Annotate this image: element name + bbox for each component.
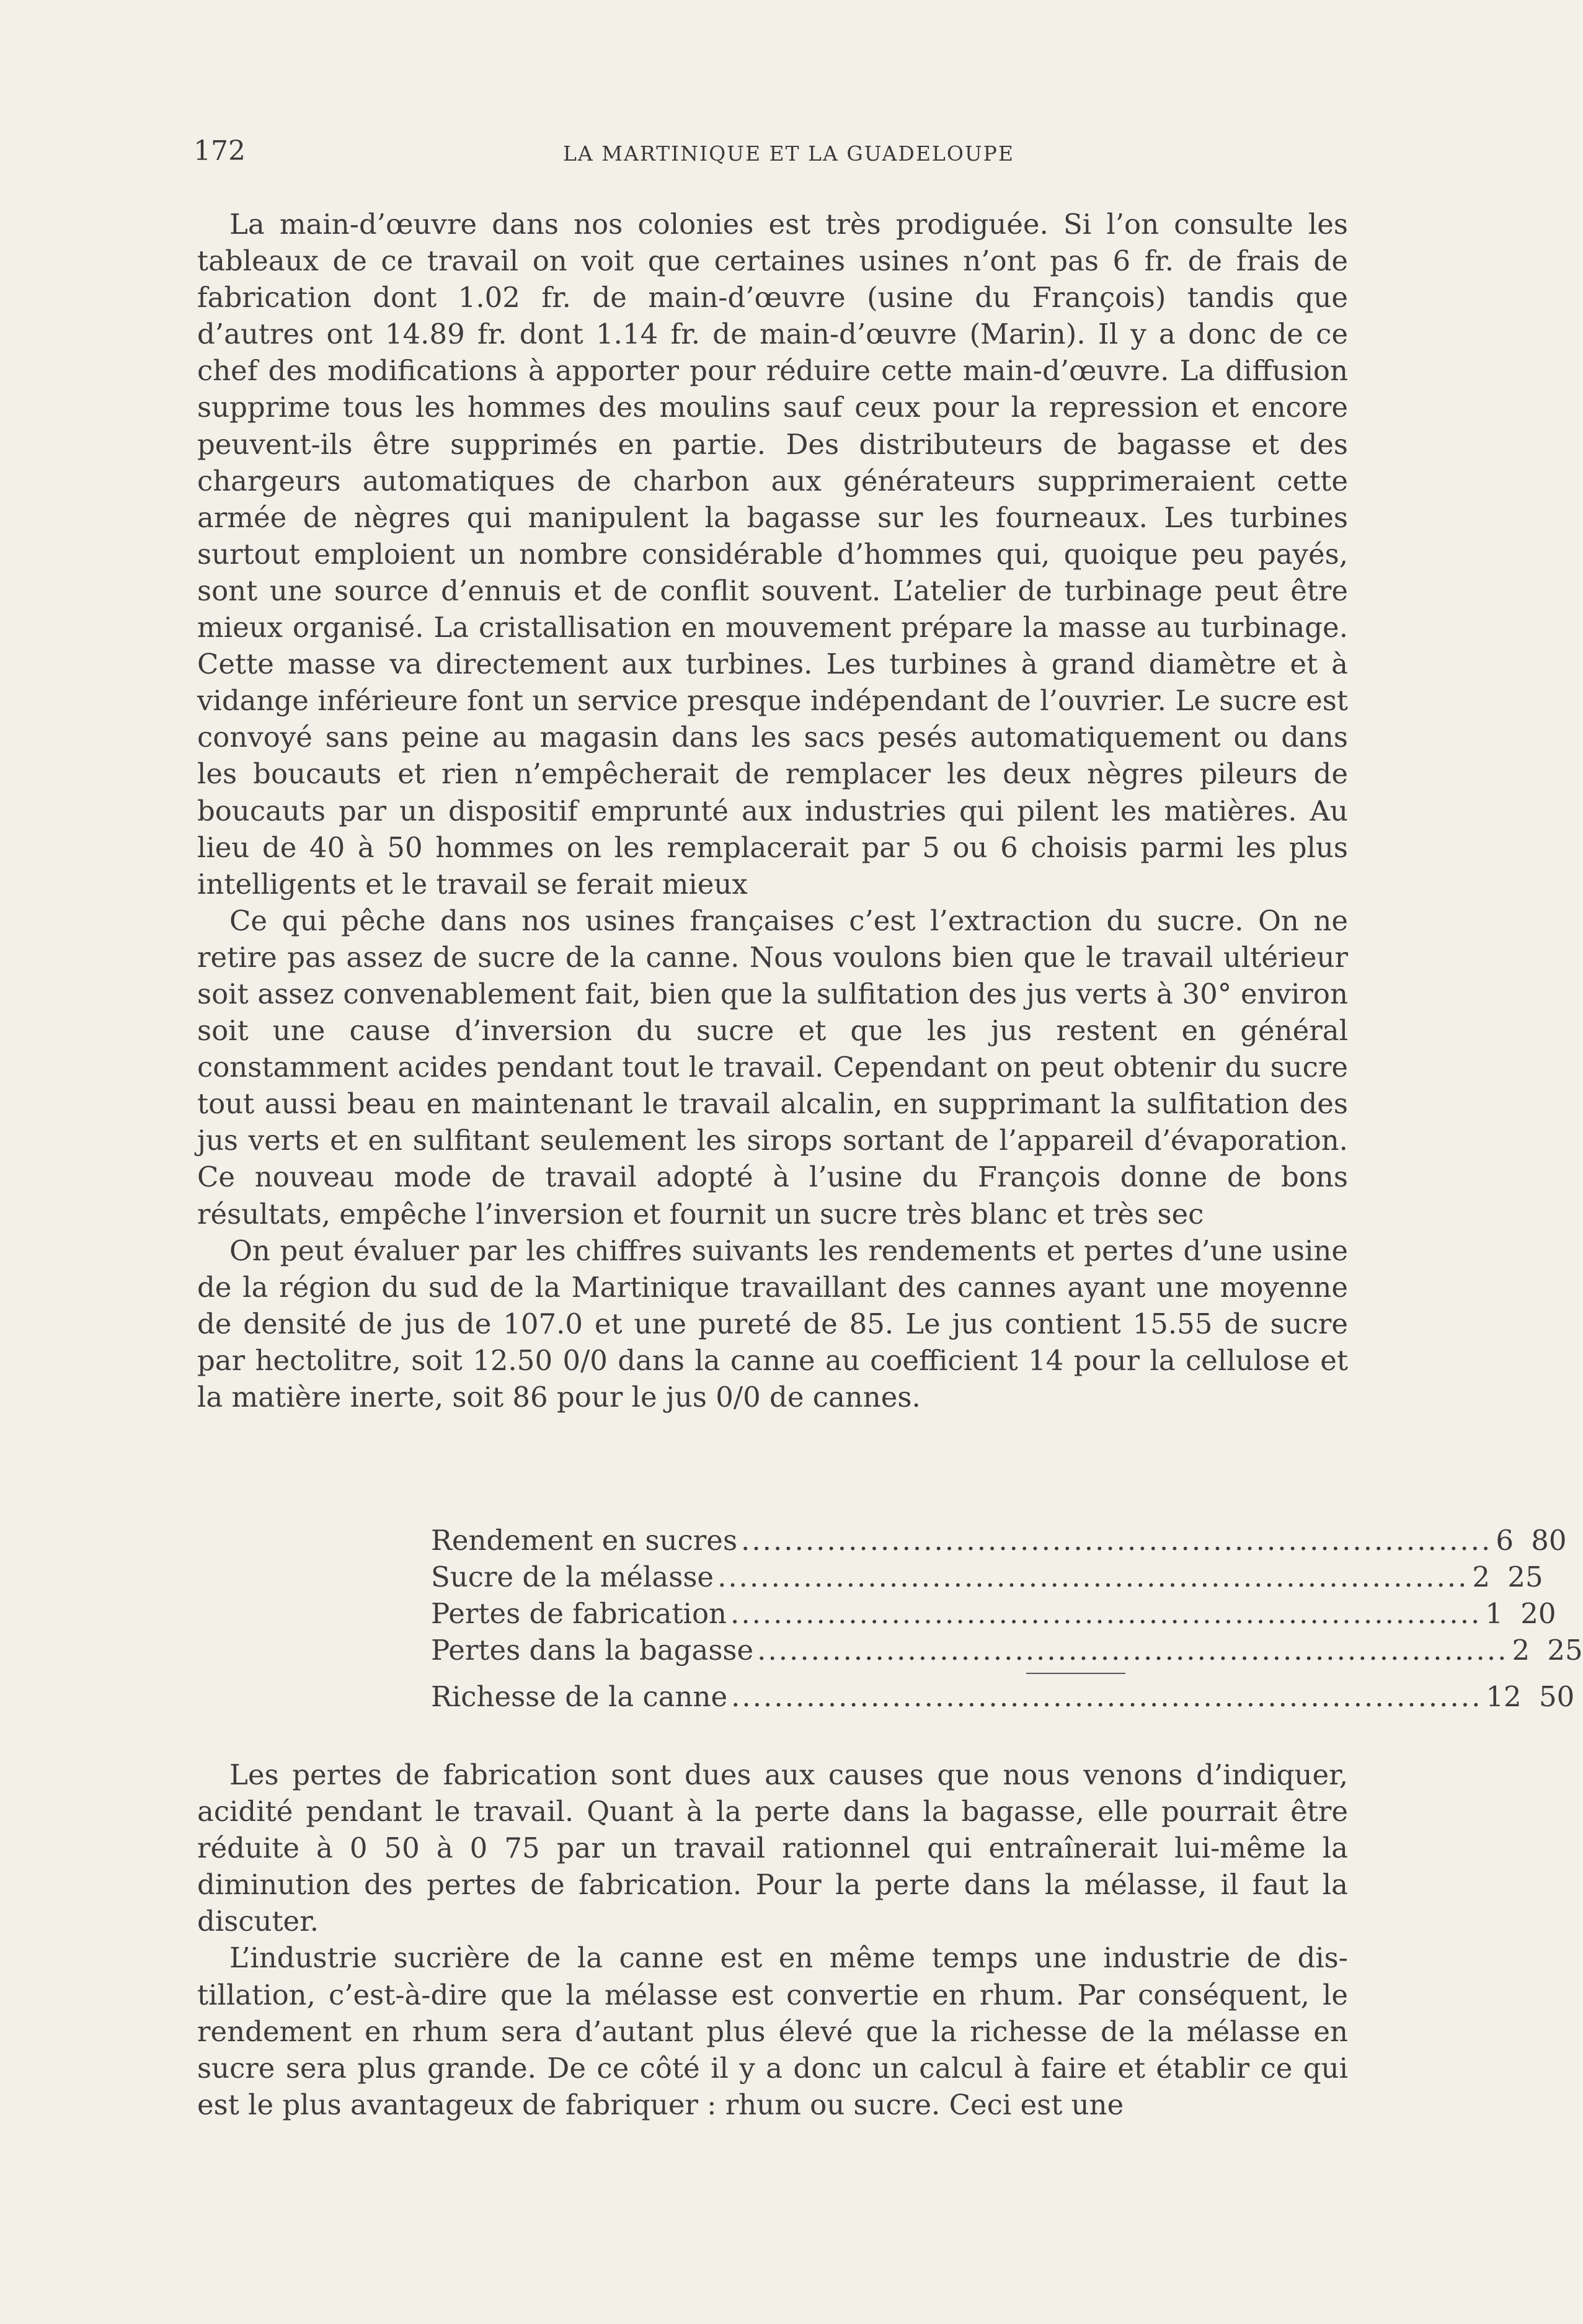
- table-row: [431, 1524, 1567, 1560]
- paragraph-labor: La main-d’œuvre dans nos colonies est très prodiguée. Si l’on consulte les tableaux de ce travail on voit que certaines usines n’ont pas 6 fr. de frais de fabrication dont 1.02 fr. de main-d’œuvre (usine du François) tandis que d’autres ont 14.89 fr. dont 1.14 fr. de main-d’œuvre (Marin). Il y a donc de ce chef des modifications à apporter pour réduire cette main-d’œuvre. La diffusion supprime tous les hommes des moulins sauf ceux pour la repression et encore peuvent-ils être supprimés en partie. Des distributeurs de bagasse et des chargeurs automatiques de charbon aux générateurs supprimeraient cette armée de nègres qui manipulent la bagasse sur les fourneaux. Les turbines surtout emploient un nombre considérable d’hommes qui, quoique peu payés, sont une source d’ennuis et de conflit souvent. L’atelier de turbinage peut être mieux organisé. La cristallisation en mouvement prépare la masse au turbinage. Cette masse va directement aux turbines. Les turbines à grand diamètre et à vidange inférieure font un service presque indépendant de l’ouvrier. Le sucre est convoyé sans peine au magasin dans les sacs pesés automatiquement ou dans les boucauts et rien n’empêcherait de remplacer les deux nègres pileurs de boucauts par un dispositif emprunté aux industries qui pilent les matières. Au lieu de 40 à 50 hommes on les remplacerait par 5 ou 6 choisis parmi les plus intelligents et le travail se ferait mieux: [197, 208, 1348, 901]
- total-value: 12 50: [1486, 1680, 1575, 1713]
- row-value: 2 25: [1472, 1560, 1543, 1593]
- paragraph-losses: Les pertes de fabrication sont dues aux causes que nous venons d’indiquer, acidité pendant le travail. Quant à la perte dans la bagasse, elle pourrait être réduite à 0 50 à 0 75 par un travail rationnel qui entraînerait lui-même la diminution des pertes de fabrication. Pour la perte dans la mélasse, il faut la discuter.: [197, 1758, 1348, 1938]
- row-label: Sucre de la mélasse: [431, 1560, 714, 1593]
- paragraph-extraction: Ce qui pêche dans nos usines françaises c’est l’extraction du sucre. On ne retire pas assez de sucre de la canne. Nous voulons bien que le travail ultérieur soit assez convenablement fait, bien que la sulfitation des jus verts à 30° environ soit une cause d’inversion du sucre et que les jus restent en général constamment acides pendant tout le travail. Cependant on peut obtenir du sucre tout aussi beau en maintenant le travail alcalin, en supprimant la sulfitation des jus verts et en sulfitant seulement les sirops sortant de l’appareil d’évaporation. Ce nouveau mode de travail adopté à l’usine du François donne de bons résultats, empêche l’inversion et fournit un sucre très blanc et très sec: [197, 904, 1348, 1231]
- table-row: [431, 1597, 1556, 1634]
- row-label: Pertes dans la bagasse: [431, 1634, 754, 1667]
- dot-leader: ......................................................................: [741, 1524, 1492, 1557]
- page-header: [193, 135, 1347, 172]
- page-number: 172: [193, 135, 246, 167]
- row-value: 2 25: [1512, 1634, 1583, 1667]
- dot-leader: ......................................................................: [717, 1560, 1469, 1593]
- body-text-top: [197, 206, 1348, 1415]
- total-label: Richesse de la canne: [431, 1680, 728, 1713]
- running-title: LA MARTINIQUE ET LA GUADELOUPE: [563, 141, 1014, 166]
- row-label: Rendement en sucres: [431, 1524, 738, 1557]
- dot-leader: ......................................................................: [731, 1680, 1483, 1713]
- paragraph-distillation: L’industrie sucrière de la canne est en même temps une industrie de distillation, c’est-à-dire que la mélasse est convertie en rhum. Par conséquent, le rendement en rhum sera d’autant plus élevé que la richesse de la mélasse en sucre sera plus grande. De ce côté il y a donc un calcul à faire et établir ce qui est le plus avantageux de fabriquer : rhum ou sucre. Ceci est une: [197, 1941, 1348, 2121]
- dot-leader: ......................................................................: [730, 1597, 1482, 1630]
- row-label: Pertes de fabrication: [431, 1597, 727, 1630]
- table-row: [431, 1634, 1583, 1670]
- table-row: [431, 1560, 1543, 1597]
- paragraph-yields: On peut évaluer par les chiffres suivants les rendements et pertes d’une usine de la région du sud de la Martinique travaillant des cannes ayant une moyenne de densité de jus de 107.0 et une pureté de 85. Le jus contient 15.55 de sucre par hectolitre, soit 12.50 0/0 dans la canne au coefficient 14 pour la cellulose et la matière inerte, soit 86 pour le jus 0/0 de cannes.: [197, 1234, 1348, 1414]
- body-text-bottom: [197, 1756, 1348, 2123]
- dot-leader: ......................................................................: [757, 1634, 1509, 1667]
- table-total-row: [431, 1680, 1575, 1717]
- row-value: 1 20: [1485, 1597, 1556, 1630]
- row-value: 6 80: [1496, 1524, 1567, 1557]
- yield-table: [431, 1524, 1583, 1717]
- sum-rule: [1026, 1673, 1125, 1674]
